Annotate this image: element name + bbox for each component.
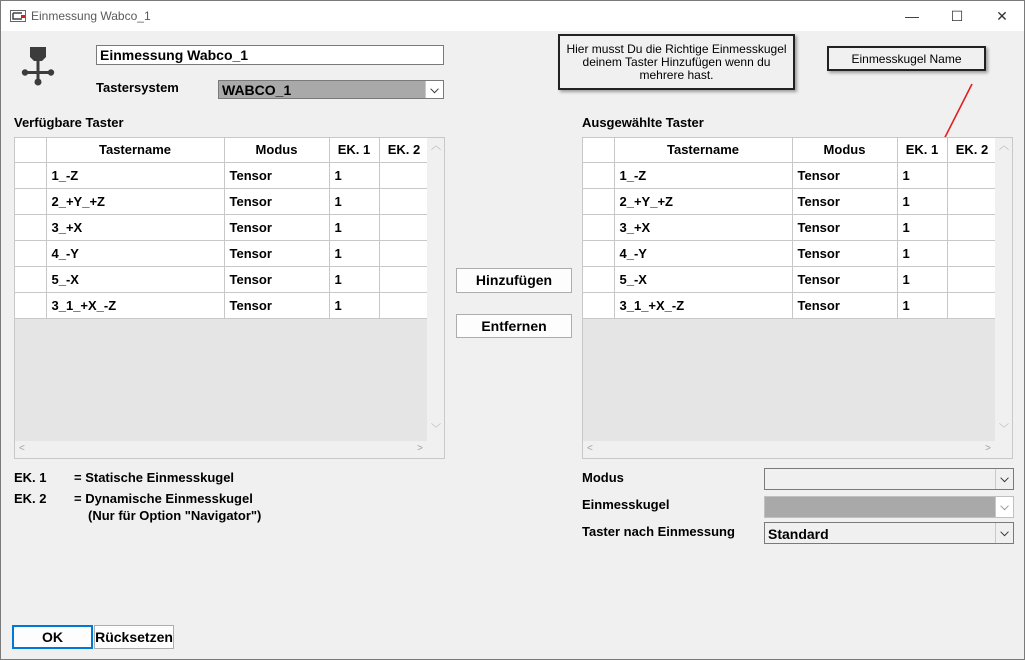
- cell-modus[interactable]: Tensor: [792, 162, 897, 188]
- measurement-name-field[interactable]: Einmessung Wabco_1: [96, 45, 444, 65]
- cell-tastername[interactable]: 2_+Y_+Z: [46, 188, 224, 214]
- cell-ek1[interactable]: 1: [329, 162, 379, 188]
- table-row[interactable]: [583, 214, 997, 240]
- scroll-corner: [995, 441, 1012, 458]
- cell-ek1[interactable]: 1: [329, 240, 379, 266]
- available-grid[interactable]: [14, 137, 445, 459]
- tastersystem-select[interactable]: [218, 80, 444, 99]
- tastersystem-value: WABCO_1: [222, 82, 292, 98]
- cell-tastername[interactable]: 1_-Z: [614, 162, 792, 188]
- selected-grid[interactable]: [582, 137, 1013, 459]
- modus-select[interactable]: [764, 468, 1014, 490]
- chevron-down-icon: ⌵: [995, 523, 1013, 543]
- scroll-down-icon[interactable]: ﹀: [999, 424, 1009, 435]
- col-tastername[interactable]: Tastername: [614, 138, 792, 162]
- instruction-callout: Hier musst Du die Richtige Einmesskugel deinem Taster Hinzufügen wenn du mehrere hast.: [558, 34, 795, 90]
- cell-ek2[interactable]: [379, 162, 429, 188]
- table-row[interactable]: [583, 240, 997, 266]
- row-header[interactable]: [583, 188, 614, 214]
- maximize-button[interactable]: ☐: [950, 8, 964, 24]
- cell-tastername[interactable]: 2_+Y_+Z: [614, 188, 792, 214]
- col-ek2[interactable]: EK. 2: [379, 138, 429, 162]
- selected-header-row: [583, 138, 997, 162]
- cell-ek1[interactable]: 1: [329, 266, 379, 292]
- cell-modus[interactable]: Tensor: [792, 240, 897, 266]
- cell-modus[interactable]: Tensor: [224, 188, 329, 214]
- cell-ek2[interactable]: [379, 188, 429, 214]
- legend-ek2-text: = Dynamische Einmesskugel: [74, 491, 253, 506]
- horizontal-scrollbar[interactable]: [583, 441, 995, 458]
- kugel-name-label: Einmesskugel Name: [827, 46, 986, 71]
- cell-modus[interactable]: Tensor: [792, 188, 897, 214]
- row-header-corner: [583, 138, 614, 162]
- row-header-corner: [15, 138, 46, 162]
- row-header[interactable]: [583, 240, 614, 266]
- table-row[interactable]: [15, 162, 429, 188]
- row-header[interactable]: [15, 188, 46, 214]
- available-header-row: [15, 138, 429, 162]
- cell-modus[interactable]: Tensor: [224, 240, 329, 266]
- add-button[interactable]: Hinzufügen: [456, 268, 572, 293]
- cell-ek2[interactable]: [379, 292, 429, 318]
- row-header[interactable]: [15, 162, 46, 188]
- cell-modus[interactable]: Tensor: [792, 292, 897, 318]
- horizontal-scrollbar[interactable]: [15, 441, 427, 458]
- table-row[interactable]: [15, 188, 429, 214]
- cell-ek2[interactable]: [947, 214, 997, 240]
- legend-ek1-key: EK. 1: [14, 470, 47, 485]
- cell-ek1[interactable]: 1: [897, 292, 947, 318]
- row-header[interactable]: [15, 292, 46, 318]
- cell-ek1[interactable]: 1: [897, 240, 947, 266]
- table-row[interactable]: [15, 292, 429, 318]
- table-row[interactable]: [583, 188, 997, 214]
- minimize-button[interactable]: —: [905, 8, 919, 24]
- einmesskugel-select[interactable]: [764, 496, 1014, 518]
- scroll-right-icon[interactable]: >: [417, 443, 423, 454]
- row-header[interactable]: [583, 162, 614, 188]
- scroll-corner: [427, 441, 444, 458]
- table-row[interactable]: [15, 214, 429, 240]
- legend-ek1-text: = Statische Einmesskugel: [74, 470, 235, 485]
- scroll-left-icon[interactable]: <: [19, 443, 25, 454]
- cell-tastername[interactable]: 4_-Y: [46, 240, 224, 266]
- table-row[interactable]: [583, 162, 997, 188]
- row-header[interactable]: [583, 214, 614, 240]
- table-row[interactable]: [583, 266, 997, 292]
- cell-ek1[interactable]: 1: [897, 266, 947, 292]
- cell-ek1[interactable]: 1: [897, 162, 947, 188]
- vertical-scrollbar[interactable]: [995, 138, 1012, 441]
- cell-tastername[interactable]: 3_+X: [46, 214, 224, 240]
- cell-ek2[interactable]: [947, 188, 997, 214]
- col-ek1[interactable]: EK. 1: [329, 138, 379, 162]
- close-button[interactable]: ✕: [996, 8, 1008, 24]
- table-row[interactable]: [15, 266, 429, 292]
- cell-modus[interactable]: Tensor: [792, 266, 897, 292]
- remove-button[interactable]: Entfernen: [456, 314, 572, 338]
- legend-ek2-note: (Nur für Option "Navigator"): [88, 508, 262, 523]
- cell-ek1[interactable]: 1: [329, 188, 379, 214]
- legend-ek2-key: EK. 2: [14, 491, 47, 506]
- window-title: Einmessung Wabco_1: [31, 9, 151, 23]
- ok-button[interactable]: OK: [12, 625, 93, 649]
- cell-ek2[interactable]: [947, 162, 997, 188]
- cell-ek2[interactable]: [947, 292, 997, 318]
- cell-tastername[interactable]: 3_1_+X_-Z: [46, 292, 224, 318]
- cell-tastername[interactable]: 5_-X: [614, 266, 792, 292]
- selected-title: Ausgewählte Taster: [582, 115, 704, 130]
- col-modus[interactable]: Modus: [792, 138, 897, 162]
- col-ek2[interactable]: EK. 2: [947, 138, 997, 162]
- cell-ek2[interactable]: [379, 266, 429, 292]
- available-title: Verfügbare Taster: [14, 115, 124, 130]
- probe-icon: [21, 47, 55, 87]
- cell-ek1[interactable]: 1: [897, 188, 947, 214]
- cell-modus[interactable]: Tensor: [224, 214, 329, 240]
- row-header[interactable]: [15, 240, 46, 266]
- cell-ek2[interactable]: [947, 266, 997, 292]
- scroll-left-icon[interactable]: <: [587, 443, 593, 454]
- app-icon: [10, 10, 26, 22]
- scroll-down-icon[interactable]: ﹀: [431, 424, 441, 435]
- chevron-down-icon: ⌵: [995, 469, 1013, 489]
- scroll-up-icon[interactable]: ︿: [999, 141, 1009, 152]
- cell-tastername[interactable]: 1_-Z: [46, 162, 224, 188]
- einmesskugel-label: Einmesskugel: [582, 497, 670, 512]
- cell-ek2[interactable]: [947, 240, 997, 266]
- cell-ek1[interactable]: 1: [329, 214, 379, 240]
- modus-label: Modus: [582, 470, 624, 485]
- cell-ek2[interactable]: [379, 240, 429, 266]
- scroll-up-icon[interactable]: ︿: [431, 141, 441, 152]
- row-header[interactable]: [15, 214, 46, 240]
- taster-nach-value: Standard: [768, 526, 829, 542]
- taster-nach-select[interactable]: [764, 522, 1014, 544]
- cell-ek1[interactable]: 1: [897, 214, 947, 240]
- cell-tastername[interactable]: 4_-Y: [614, 240, 792, 266]
- row-header[interactable]: [15, 266, 46, 292]
- cell-modus[interactable]: Tensor: [792, 214, 897, 240]
- cell-tastername[interactable]: 5_-X: [46, 266, 224, 292]
- table-row[interactable]: [15, 240, 429, 266]
- tastersystem-label: Tastersystem: [96, 80, 179, 95]
- vertical-scrollbar[interactable]: [427, 138, 444, 441]
- table-row[interactable]: [583, 292, 997, 318]
- row-header[interactable]: [583, 266, 614, 292]
- row-header[interactable]: [583, 292, 614, 318]
- chevron-down-icon: ⌵: [995, 497, 1013, 517]
- col-tastername[interactable]: Tastername: [46, 138, 224, 162]
- cell-ek2[interactable]: [379, 214, 429, 240]
- cell-modus[interactable]: Tensor: [224, 266, 329, 292]
- cell-tastername[interactable]: 3_1_+X_-Z: [614, 292, 792, 318]
- cell-tastername[interactable]: 3_+X: [614, 214, 792, 240]
- cell-modus[interactable]: Tensor: [224, 292, 329, 318]
- col-modus[interactable]: Modus: [224, 138, 329, 162]
- cell-ek1[interactable]: 1: [329, 292, 379, 318]
- scroll-right-icon[interactable]: >: [985, 443, 991, 454]
- cell-modus[interactable]: Tensor: [224, 162, 329, 188]
- reset-button[interactable]: Rücksetzen: [94, 625, 174, 649]
- taster-nach-label: Taster nach Einmessung: [582, 524, 735, 539]
- col-ek1[interactable]: EK. 1: [897, 138, 947, 162]
- chevron-down-icon: ⌵: [425, 81, 443, 98]
- title-bar: [1, 1, 1024, 31]
